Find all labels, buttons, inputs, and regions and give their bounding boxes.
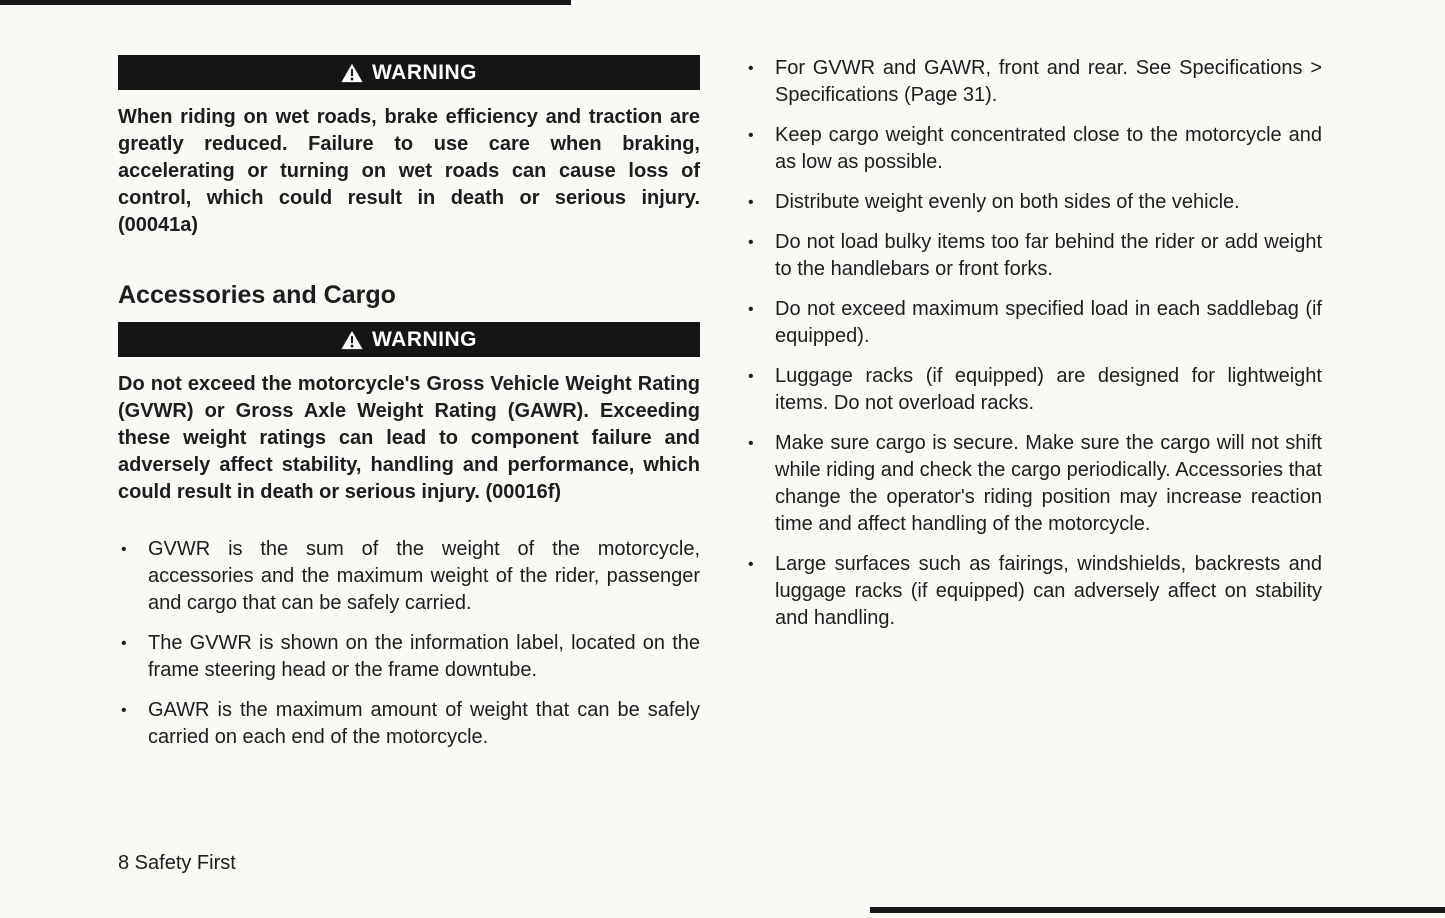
footer-text: 8 Safety First <box>118 852 236 874</box>
right-column <box>745 55 1322 645</box>
bullet-text: Distribute weight evenly on both sides of the vehicle. <box>775 191 1240 213</box>
list-item <box>118 697 700 751</box>
bullet-text: For GVWR and GAWR, front and rear. See Specifications > Specifications (Page 31). <box>775 57 1322 106</box>
list-item <box>745 189 1322 216</box>
bullet-marker: • <box>121 635 127 652</box>
bullet-text: Make sure cargo is secure. Make sure the cargo will not shift while riding and check the cargo periodically. Accessories that change the operator's riding position may increase reaction time and affect handling of the motorcycle. <box>775 432 1322 535</box>
warning-text: When riding on wet roads, brake efficiency and traction are greatly reduced. Failure to use care when braking, accelerating or turning on wet roads can cause loss of control, which could result in death or serious injury. (00041a) <box>118 106 700 236</box>
bullet-marker: • <box>748 234 754 251</box>
bullet-list <box>118 536 700 751</box>
bullet-marker: • <box>748 435 754 452</box>
bullet-text: Keep cargo weight concentrated close to the motorcycle and as low as possible. <box>775 124 1322 173</box>
bullet-marker: • <box>748 301 754 318</box>
warning-banner-label: WARNING <box>372 327 477 351</box>
bullet-text: Do not exceed maximum specified load in each saddlebag (if equipped). <box>775 298 1322 347</box>
scan-artifact-top <box>0 0 571 5</box>
list-item <box>745 363 1322 417</box>
list-item <box>118 536 700 617</box>
warning-triangle-icon <box>341 330 363 350</box>
bullet-text: Do not load bulky items too far behind the rider or add weight to the handlebars or front forks. <box>775 231 1322 280</box>
scan-artifact-bottom <box>870 907 1445 913</box>
list-item <box>745 229 1322 283</box>
warning-text: Do not exceed the motorcycle's Gross Vehicle Weight Rating (GVWR) or Gross Axle Weight Rating (GAWR). Exceeding these weight ratings can lead to component failure and adversely affect stability, handling and performance, which could result in death or serious injury. (00016f) <box>118 373 700 503</box>
left-column <box>118 55 700 764</box>
bullet-marker: • <box>748 368 754 385</box>
section-heading: Accessories and Cargo <box>118 281 396 309</box>
bullet-marker: • <box>121 541 127 558</box>
bullet-list <box>745 55 1322 632</box>
bullet-marker: • <box>748 194 754 211</box>
warning-triangle-icon <box>341 63 363 83</box>
warning-banner-label: WARNING <box>372 60 477 84</box>
bullet-marker: • <box>748 60 754 77</box>
list-item <box>745 551 1322 632</box>
warning-banner <box>118 55 700 90</box>
list-item <box>118 630 700 684</box>
bullet-marker: • <box>121 702 127 719</box>
list-item <box>745 296 1322 350</box>
bullet-marker: • <box>748 556 754 573</box>
bullet-text: Luggage racks (if equipped) are designed for lightweight items. Do not overload racks. <box>775 365 1322 414</box>
list-item <box>745 55 1322 109</box>
warning-banner <box>118 322 700 357</box>
bullet-text: GAWR is the maximum amount of weight that can be safely carried on each end of the motorcycle. <box>148 699 700 748</box>
bullet-marker: • <box>748 127 754 144</box>
list-item <box>745 430 1322 538</box>
bullet-text: The GVWR is shown on the information label, located on the frame steering head or the frame downtube. <box>148 632 700 681</box>
bullet-text: GVWR is the sum of the weight of the motorcycle, accessories and the maximum weight of the rider, passenger and cargo that can be safely carried. <box>148 538 700 614</box>
page-footer <box>118 850 236 877</box>
bullet-text: Large surfaces such as fairings, windshields, backrests and luggage racks (if equipped) can adversely affect on stability and handling. <box>775 553 1322 629</box>
list-item <box>745 122 1322 176</box>
